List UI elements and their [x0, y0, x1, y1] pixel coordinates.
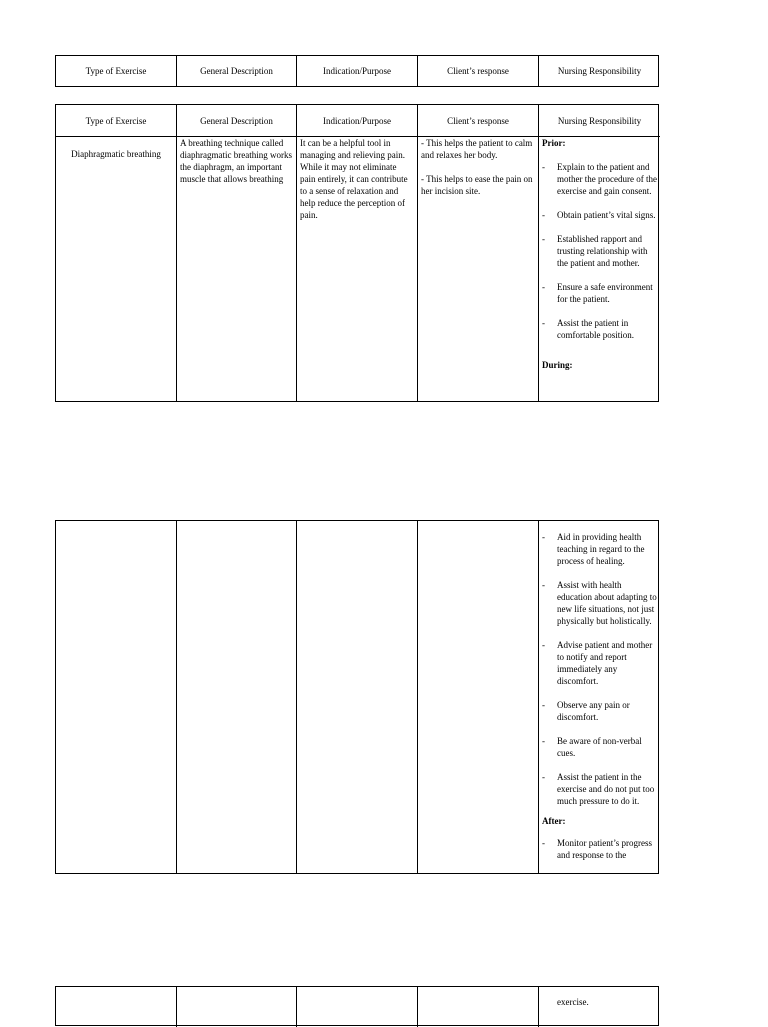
header-indication-purpose: Indication/Purpose	[297, 105, 418, 137]
list-item: - Obtain patient’s vital signs.	[542, 209, 657, 221]
prior-list	[542, 161, 657, 341]
response-item: - This helps the patient to calm and relaxes her body.	[421, 138, 533, 160]
nursing-responsibility-cell	[539, 137, 660, 401]
header-type-of-exercise: Type of Exercise	[56, 105, 177, 137]
list-item: - Assist with health education about adapting to new life situations, not just physically but holistically.	[542, 579, 657, 627]
prior-heading: Prior:	[542, 138, 566, 148]
general-description: A breathing technique called diaphragmatic breathing works the diaphragm, an important muscle that allows breathing	[180, 138, 292, 184]
nursing-responsibility-cell	[539, 521, 660, 873]
exercise-table-page-1	[55, 104, 659, 402]
list-item: - Established rapport and trusting relationship with the patient and mother.	[542, 233, 657, 269]
during-list	[542, 531, 657, 807]
header-clients-response: Client’s response	[418, 105, 539, 137]
indication-purpose-cell	[297, 521, 418, 873]
indication-purpose-cell	[297, 137, 418, 401]
type-of-exercise-cell	[56, 137, 177, 401]
header-nursing-responsibility: Nursing Responsibility	[539, 105, 660, 137]
nursing-responsibility-cell	[539, 987, 660, 1027]
after-heading: After:	[542, 816, 566, 826]
indication-purpose: It can be a helpful tool in managing and relieving pain. While it may not eliminate pain entirely, it can contribute to a sense of relaxation and help reduce the perception of pain.	[300, 138, 408, 220]
continued-text: exercise.	[557, 997, 589, 1007]
list-item: - Be aware of non-verbal cues.	[542, 735, 657, 759]
type-of-exercise-cell	[56, 987, 177, 1027]
clients-response-cell	[418, 987, 539, 1027]
header-indication-purpose: Indication/Purpose	[297, 56, 418, 86]
list-item: - Observe any pain or discomfort.	[542, 699, 657, 723]
clients-response-cell	[418, 521, 539, 873]
type-of-exercise-cell	[56, 521, 177, 873]
list-item: - Ensure a safe environment for the patient.	[542, 281, 657, 305]
header-general-description: General Description	[177, 105, 297, 137]
exercise-type: Diaphragmatic breathing	[71, 149, 161, 159]
list-item: - Explain to the patient and mother the procedure of the exercise and gain consent.	[542, 161, 657, 197]
header-clients-response: Client’s response	[418, 56, 539, 86]
general-description-cell	[177, 137, 297, 401]
header-nursing-responsibility: Nursing Responsibility	[557, 66, 642, 76]
clients-response-cell	[418, 137, 539, 401]
during-heading: During:	[542, 360, 573, 370]
list-item: - Monitor patient’s progress and response to the	[542, 837, 657, 861]
list-item: - Advise patient and mother to notify and report immediately any discomfort.	[542, 639, 657, 687]
header-table	[55, 55, 659, 87]
list-item: - Aid in providing health teaching in regard to the process of healing.	[542, 531, 657, 567]
exercise-table-page-2	[55, 520, 659, 874]
list-item: - Assist the patient in the exercise and do not put too much pressure to do it.	[542, 771, 657, 807]
list-item: - Assist the patient in comfortable position.	[542, 317, 657, 341]
indication-purpose-cell	[297, 987, 418, 1027]
after-list	[542, 837, 657, 861]
header-general-description: General Description	[177, 56, 297, 86]
header-type-of-exercise: Type of Exercise	[56, 56, 177, 86]
response-item: - This helps to ease the pain on her incision site.	[421, 174, 533, 196]
general-description-cell	[177, 521, 297, 873]
general-description-cell	[177, 987, 297, 1027]
exercise-table-page-3	[55, 986, 659, 1026]
